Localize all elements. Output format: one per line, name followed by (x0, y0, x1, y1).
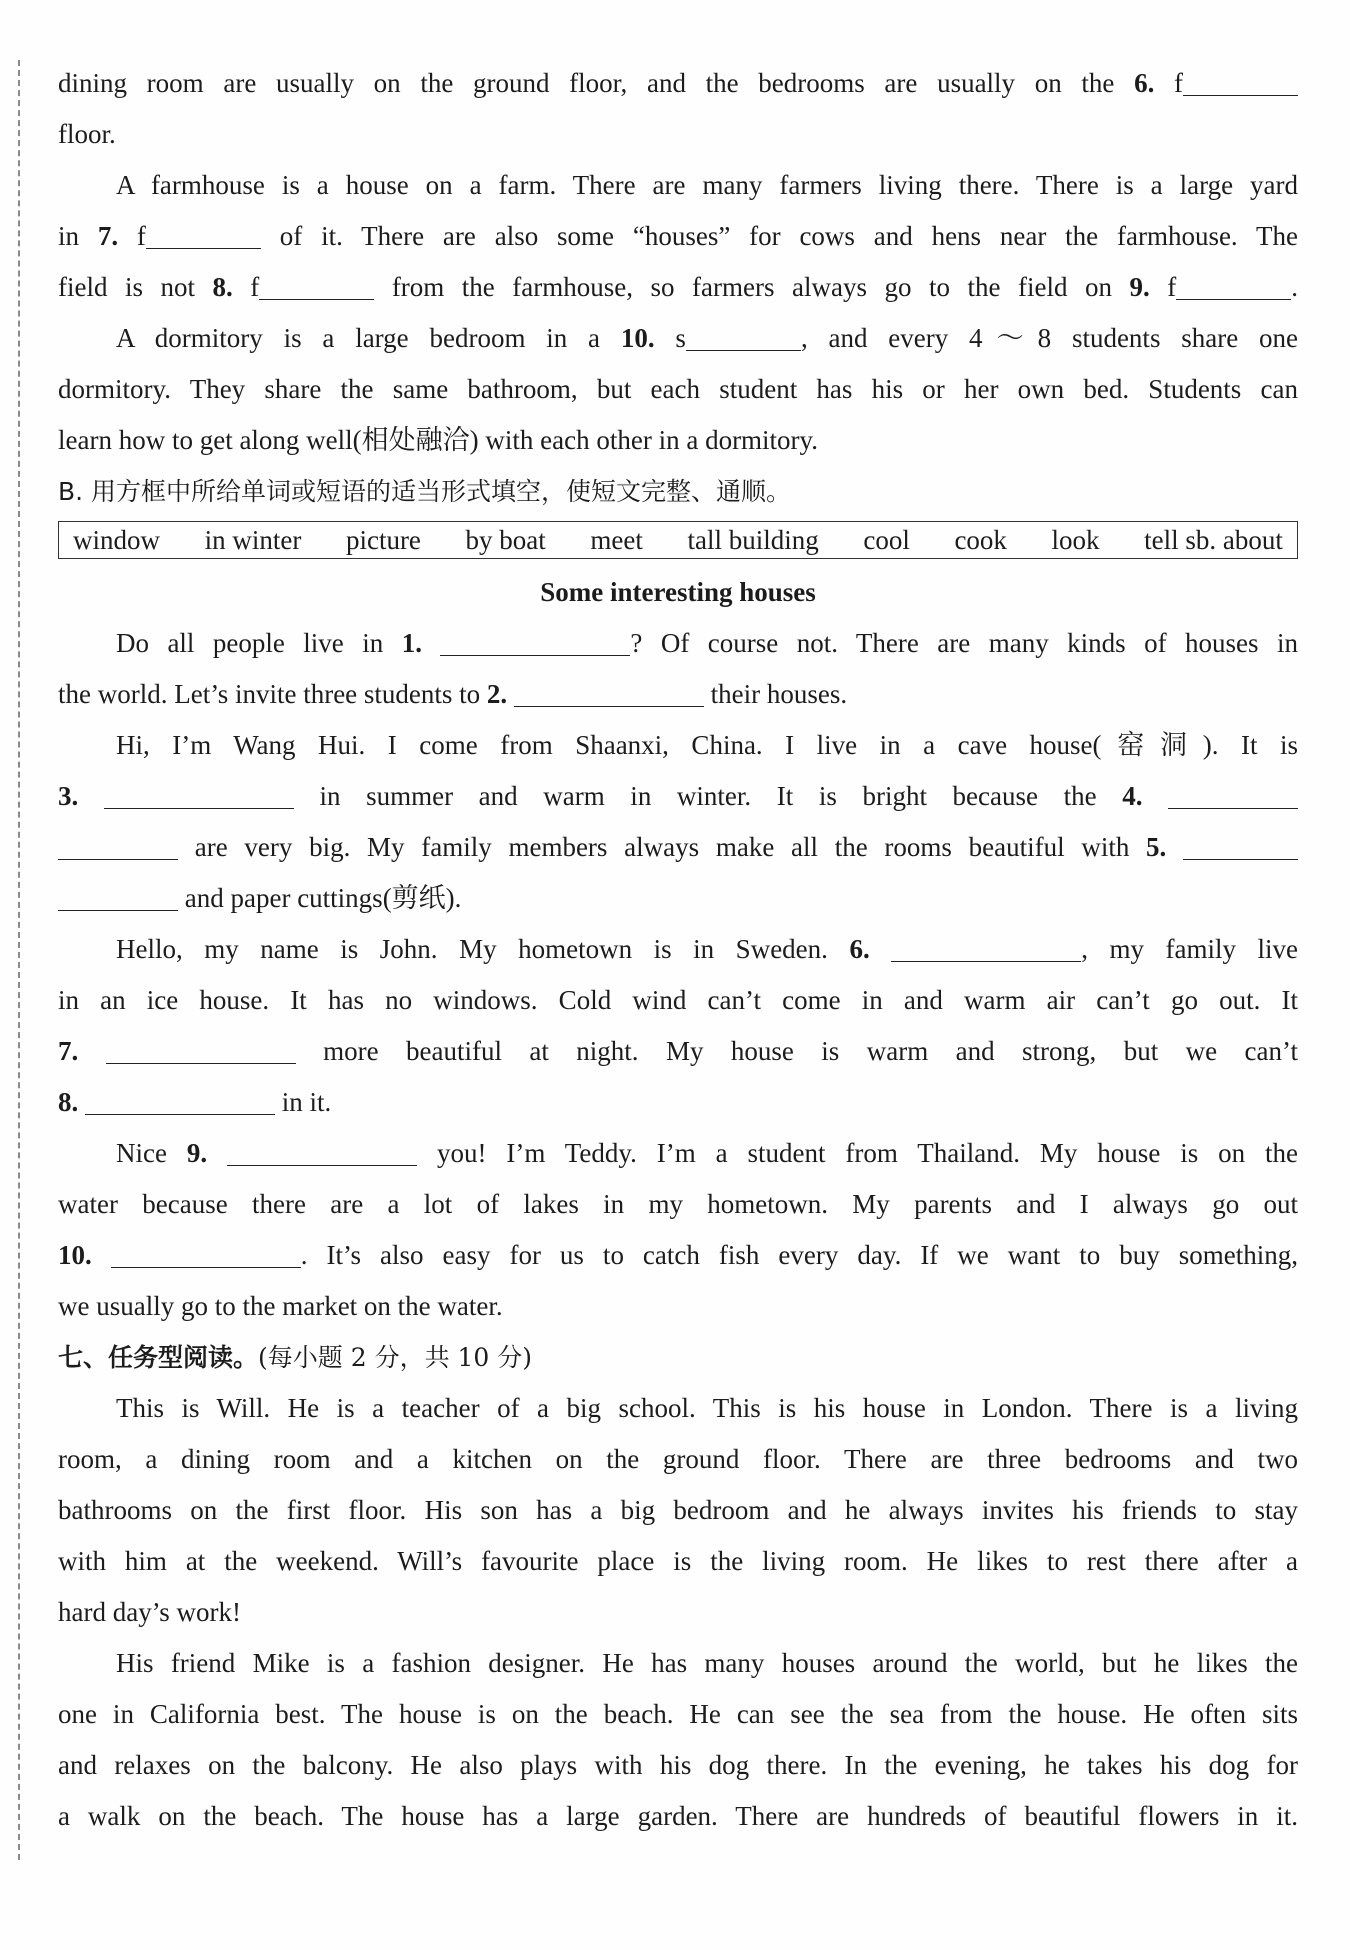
answer-blank-b8[interactable] (85, 1084, 275, 1115)
text-line: in 7. f of it. There are also some “houses” for cows and hens near the farmhouse. The (58, 211, 1298, 262)
word-option: tall building (687, 525, 819, 555)
word-option: picture (345, 525, 421, 555)
answer-blank-a7[interactable] (146, 218, 261, 249)
text-line: This is Will. He is a teacher of a big school. This is his house in London. There is a living (116, 1393, 1298, 1423)
answer-blank-b7[interactable] (106, 1033, 296, 1064)
word-option: cool (863, 525, 910, 555)
answer-blank-b6[interactable] (891, 931, 1081, 962)
word-option: tell sb. about (1144, 525, 1283, 555)
text-line: one in California best. The house is on the beach. He can see the sea from the house. He often sits (58, 1699, 1298, 1729)
answer-blank-b4-cont[interactable] (58, 829, 178, 860)
answer-blank-a9[interactable] (1176, 269, 1291, 300)
answer-blank-b5-cont[interactable] (58, 880, 178, 911)
text-line: dining room are usually on the ground floor, and the bedrooms are usually on the 6. f (58, 58, 1298, 109)
text-line: His friend Mike is a fashion designer. He has many houses around the world, but he likes the (116, 1648, 1298, 1678)
text-line: water because there are a lot of lakes in my hometown. My parents and I always go out (58, 1189, 1298, 1219)
text-line: 10. . It’s also easy for us to catch fish every day. If we want to buy something, (58, 1230, 1298, 1281)
answer-blank-b4[interactable] (1168, 778, 1298, 809)
answer-blank-b5[interactable] (1183, 829, 1298, 860)
answer-blank-b1[interactable] (440, 625, 630, 656)
question-number: 6. (1134, 68, 1155, 98)
section-7-heading: 七、任务型阅读。(每小题 2 分，共 10 分) (58, 1343, 533, 1372)
text-line: dormitory. They share the same bathroom, but each student has his or her own bed. Students can (58, 374, 1298, 404)
text-line: A dormitory is a large bedroom in a 10. s , and every 4～8 students share one (58, 313, 1298, 364)
word-option: in winter (204, 525, 302, 555)
text-line: floor. (58, 119, 116, 149)
worksheet-page (58, 58, 1298, 1842)
text-line: Hi, I’m Wang Hui. I come from Shaanxi, China. I live in a cave house(窑洞). It is (116, 730, 1298, 760)
text-line: a walk on the beach. The house has a large garden. There are hundreds of beautiful flowers in it. (58, 1801, 1298, 1831)
text-line: Nice 9. you! I’m Teddy. I’m a student from Thailand. My house is on the (58, 1128, 1298, 1179)
text-line: field is not 8. f from the farmhouse, so farmers always go to the field on 9. f . (58, 262, 1298, 313)
answer-blank-b10[interactable] (111, 1237, 301, 1268)
section-b-heading: B. 用方框中所给单词或短语的适当形式填空，使短文完整、通顺。 (58, 477, 792, 506)
text-line: bathrooms on the first floor. His son has a big bedroom and he always invites his friends to stay (58, 1495, 1298, 1525)
answer-blank-a10[interactable] (686, 320, 801, 351)
text-line: room, a dining room and a kitchen on the ground floor. There are three bedrooms and two (58, 1444, 1298, 1474)
text-line: hard day’s work! (58, 1597, 241, 1627)
word-option: look (1051, 525, 1100, 555)
answer-blank-a8[interactable] (259, 269, 374, 300)
text-line: and relaxes on the balcony. He also plays with his dog there. In the evening, he takes his dog for (58, 1750, 1298, 1780)
text-line: 8. in it. (58, 1077, 1298, 1128)
word-option: by boat (465, 525, 546, 555)
text-line: in an ice house. It has no windows. Cold wind can’t come in and warm air can’t go out. It (58, 985, 1298, 1015)
word-option: window (73, 525, 160, 555)
text-line: Do all people live in 1. ? Of course not. There are many kinds of houses in (58, 618, 1298, 669)
word-option: cook (954, 525, 1007, 555)
answer-blank-b3[interactable] (104, 778, 294, 809)
text-line: learn how to get along well(相处融洽) with each other in a dormitory. (58, 425, 819, 455)
binding-dashed-line (18, 60, 20, 1860)
text-line: 3. in summer and warm in winter. It is bright because the 4. (58, 771, 1298, 822)
answer-blank-b9[interactable] (227, 1135, 417, 1166)
word-box (58, 521, 1298, 559)
word-option: meet (590, 525, 643, 555)
passage-title: Some interesting houses (540, 577, 816, 607)
text-line: 7. more beautiful at night. My house is warm and strong, but we can’t (58, 1026, 1298, 1077)
text-line: with him at the weekend. Will’s favourite place is the living room. He likes to rest there after a (58, 1546, 1298, 1576)
text-line: and paper cuttings(剪纸). (58, 873, 1298, 924)
answer-blank-b2[interactable] (514, 676, 704, 707)
text-line: A farmhouse is a house on a farm. There are many farmers living there. There is a large yard (116, 170, 1298, 200)
text-line: Hello, my name is John. My hometown is in Sweden. 6. , my family live (58, 924, 1298, 975)
text-line: are very big. My family members always make all the rooms beautiful with 5. (58, 822, 1298, 873)
text-line: we usually go to the market on the water. (58, 1291, 503, 1321)
answer-blank-a6[interactable] (1183, 65, 1298, 96)
text-line: the world. Let’s invite three students to 2. their houses. (58, 669, 1298, 720)
